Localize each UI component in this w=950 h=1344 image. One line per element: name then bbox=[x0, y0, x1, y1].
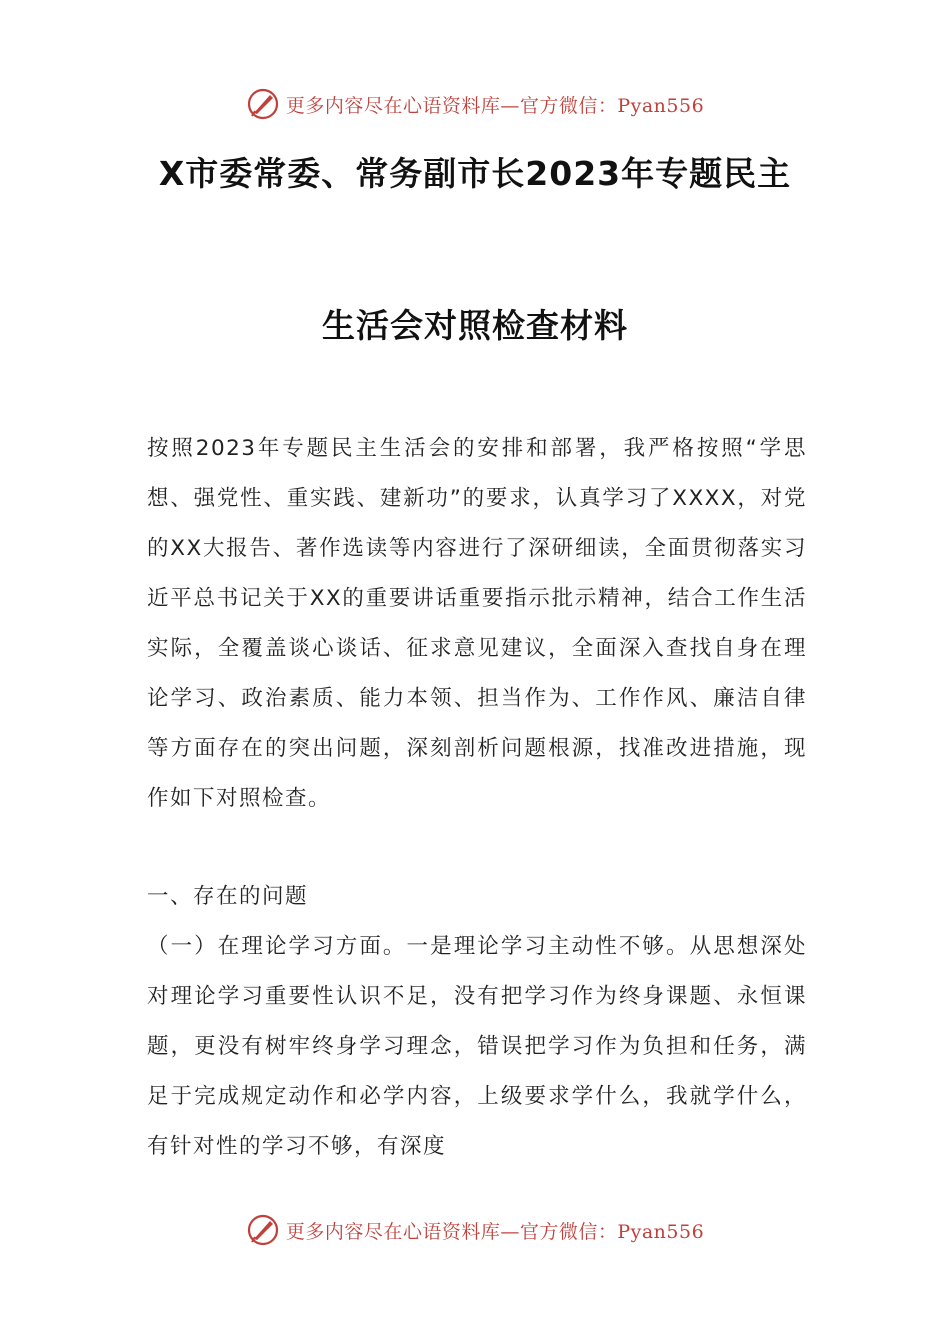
document-title-line-1: X市委常委、常务副市长2023年专题民主 bbox=[158, 154, 792, 193]
body-paragraph-theory-study: （一）在理论学习方面。一是理论学习主动性不够。从思想深处对理论学习重要性认识不足，没有把学习作为终身课题、永恒课题，更没有树牢终身学习理念，错误把学习作为负担和任务，满足于完成规定动作和必学内容，上级要求学什么，我就学什么，有针对性的学习不够，有深度 bbox=[147, 934, 807, 1159]
quill-logo-icon bbox=[246, 1213, 280, 1247]
document-title-line-2: 生活会对照检查材料 bbox=[322, 306, 628, 345]
watermark-text: 更多内容尽在心语资料库—官方微信：Pyan556 bbox=[285, 1220, 705, 1243]
body-paragraph-intro: 按照2023年专题民主生活会的安排和部署，我严格按照“学思想、强党性、重实践、建新功”的要求，认真学习了XXXX，对党的XX大报告、著作选读等内容进行了深研细读，全面贯彻落实习近平总书记关于XX的重要讲话重要指示批示精神，结合工作生活实际，全覆盖谈心谈话、征求意见建议，全面深入查找自身在理论学习、政治素质、能力本领、担当作为、工作作风、廉洁自律等方面存在的突出问题，深刻剖析问题根源，找准改进措施，现作如下对照检查。 bbox=[147, 436, 807, 811]
watermark-header bbox=[0, 84, 950, 124]
section-heading-problems: 一、存在的问题 bbox=[147, 884, 309, 909]
watermark-text: 更多内容尽在心语资料库—官方微信：Pyan556 bbox=[285, 94, 705, 117]
quill-logo-icon bbox=[246, 87, 280, 121]
watermark-footer bbox=[0, 1210, 950, 1250]
